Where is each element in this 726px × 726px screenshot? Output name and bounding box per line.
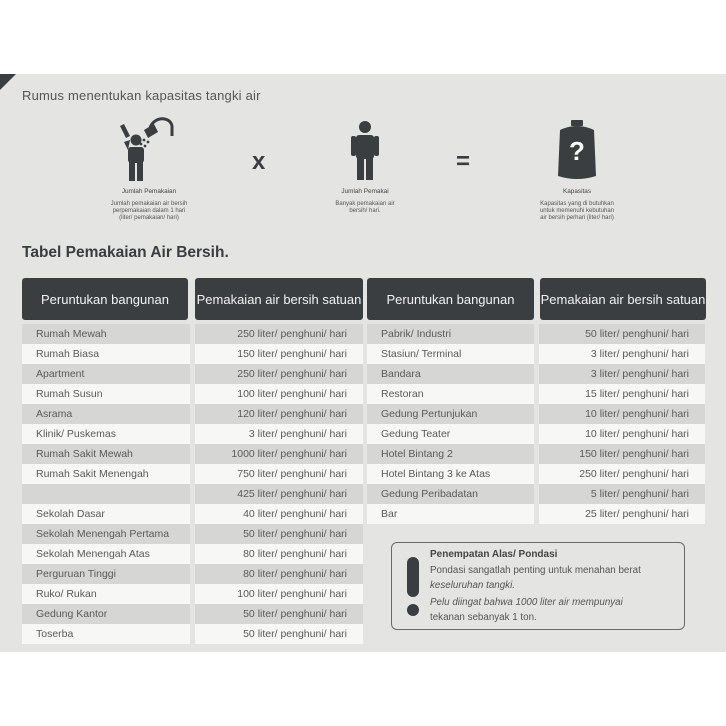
row-usage: 250 liter/ penghuni/ hari: [195, 324, 363, 344]
table-row: [367, 364, 705, 384]
row-building: Gedung Pertunjukan: [367, 404, 534, 424]
row-usage: 100 liter/ penghuni/ hari: [195, 584, 363, 604]
row-building: Bar: [367, 504, 534, 524]
row-usage: 10 liter/ penghuni/ hari: [539, 424, 705, 444]
table-row: [367, 324, 705, 344]
figure-usage-desc-1: Jumlah pemakaian air bersih: [110, 201, 188, 207]
table-row: [22, 404, 363, 424]
row-usage: 10 liter/ penghuni/ hari: [539, 404, 705, 424]
note-line-2: keseluruhan tangki.: [430, 580, 515, 591]
exclamation-icon: [406, 557, 420, 619]
table-row: [22, 384, 363, 404]
figure-capacity-label: Kapasitas: [562, 188, 592, 195]
left-table: [22, 324, 363, 644]
table-row: [22, 564, 363, 584]
row-usage: 250 liter/ penghuni/ hari: [539, 464, 705, 484]
table-row: [367, 484, 705, 504]
row-building: [22, 484, 190, 504]
header-usage-right: [540, 278, 706, 320]
figure-capacity-desc-2: untuk memenuhi kebutuhan: [539, 208, 615, 214]
table-row: [22, 624, 363, 644]
figure-capacity-desc-1: Kapasitas yang di butuhkan: [540, 201, 614, 207]
table-row: [367, 444, 705, 464]
row-usage: 50 liter/ penghuni/ hari: [195, 604, 363, 624]
row-usage: 80 liter/ penghuni/ hari: [195, 544, 363, 564]
note-line-3: Pelu diingat bahwa 1000 liter air mempunyai: [430, 597, 623, 608]
row-building: Apartment: [22, 364, 190, 384]
header-usage-right-text: Pemakaian air bersih satuan: [540, 291, 706, 307]
table-row: [22, 444, 363, 464]
row-building: Rumah Sakit Mewah: [22, 444, 190, 464]
figure-users-desc-2: bersih/ hari.: [349, 208, 381, 214]
table-row: [367, 404, 705, 424]
table-row: [22, 604, 363, 624]
row-building: Hotel Bintang 3 ke Atas: [367, 464, 534, 484]
row-usage: 3 liter/ penghuni/ hari: [539, 364, 705, 384]
figure-users-label: Jumlah Pemakai: [341, 188, 389, 195]
person-shower-icon: [114, 114, 184, 182]
table-row: [367, 464, 705, 484]
header-building-right-text: Peruntukan bangunan: [386, 291, 515, 307]
figure-usage-desc-3: (liter/ pemakaian/ hari): [119, 215, 179, 221]
row-usage: 15 liter/ penghuni/ hari: [539, 384, 705, 404]
table-row: [22, 324, 363, 344]
header-building-right: [367, 278, 534, 320]
row-usage: 25 liter/ penghuni/ hari: [539, 504, 705, 524]
row-building: Gedung Peribadatan: [367, 484, 534, 504]
figure-capacity: [512, 114, 642, 222]
figure-usage-label: Jumlah Pemakaian: [121, 188, 177, 195]
header-usage-left-text: Pemakaian air bersih satuan: [196, 291, 362, 307]
row-building: Hotel Bintang 2: [367, 444, 534, 464]
row-building: Stasiun/ Terminal: [367, 344, 534, 364]
row-usage: 150 liter/ penghuni/ hari: [195, 344, 363, 364]
row-building: Perguruan Tinggi: [22, 564, 190, 584]
formula-title: Rumus menentukan kapasitas tangki air: [22, 88, 261, 103]
table-row: [22, 544, 363, 564]
row-building: Pabrik/ Industri: [367, 324, 534, 344]
row-building: Rumah Biasa: [22, 344, 190, 364]
table-row: [367, 344, 705, 364]
figure-capacity-desc-3: air bersih perhari (liter/ hari): [540, 215, 614, 221]
table-row: [22, 464, 363, 484]
row-usage: 50 liter/ penghuni/ hari: [195, 524, 363, 544]
multiply-sign: x: [252, 148, 266, 175]
table-row: [22, 484, 363, 504]
row-building: Ruko/ Rukan: [22, 584, 190, 604]
row-building: Klinik/ Puskemas: [22, 424, 190, 444]
row-usage: 3 liter/ penghuni/ hari: [195, 424, 363, 444]
table-row: [22, 364, 363, 384]
row-usage: 1000 liter/ penghuni/ hari: [195, 444, 363, 464]
table-row: [22, 344, 363, 364]
header-usage-left: [195, 278, 363, 320]
note-title: Penempatan Alas/ Pondasi: [430, 549, 558, 560]
table-row: [367, 384, 705, 404]
row-building: Gedung Teater: [367, 424, 534, 444]
row-usage: 5 liter/ penghuni/ hari: [539, 484, 705, 504]
row-usage: 150 liter/ penghuni/ hari: [539, 444, 705, 464]
table-row: [22, 504, 363, 524]
figure-usage-desc-2: perpemakaian dalam 1 hari: [112, 208, 186, 214]
figure-usage: [84, 114, 214, 222]
row-building: Rumah Mewah: [22, 324, 190, 344]
row-usage: 250 liter/ penghuni/ hari: [195, 364, 363, 384]
row-building: Rumah Sakit Menengah: [22, 464, 190, 484]
row-building: Sekolah Menengah Pertama: [22, 524, 190, 544]
row-usage: 50 liter/ penghuni/ hari: [539, 324, 705, 344]
row-usage: 120 liter/ penghuni/ hari: [195, 404, 363, 424]
figure-users-desc-1: Banyak pemakaian air: [335, 201, 395, 207]
row-usage: 40 liter/ penghuni/ hari: [195, 504, 363, 524]
row-building: Asrama: [22, 404, 190, 424]
table-row: [367, 504, 705, 524]
table-row: [22, 424, 363, 444]
corner-accent: [0, 74, 16, 90]
row-building: Sekolah Menengah Atas: [22, 544, 190, 564]
row-usage: 425 liter/ penghuni/ hari: [195, 484, 363, 504]
svg-text:?: ?: [569, 136, 585, 166]
info-panel: [0, 74, 726, 652]
row-building: Restoran: [367, 384, 534, 404]
row-building: Bandara: [367, 364, 534, 384]
table-row: [367, 424, 705, 444]
row-usage: 750 liter/ penghuni/ hari: [195, 464, 363, 484]
row-building: Rumah Susun: [22, 384, 190, 404]
table-title: Tabel Pemakaian Air Bersih.: [22, 244, 229, 261]
row-building: Sekolah Dasar: [22, 504, 190, 524]
row-usage: 50 liter/ penghuni/ hari: [195, 624, 363, 644]
note-line-4: tekanan sebanyak 1 ton.: [430, 612, 537, 623]
note-line-1: Pondasi sangatlah penting untuk menahan berat: [430, 565, 641, 576]
foundation-note: [391, 542, 685, 630]
equals-sign: =: [456, 148, 471, 175]
row-building: Gedung Kantor: [22, 604, 190, 624]
water-tank-question-icon: [542, 114, 612, 182]
person-icon: [330, 114, 400, 182]
figure-users: [300, 114, 430, 215]
row-usage: 3 liter/ penghuni/ hari: [539, 344, 705, 364]
row-usage: 80 liter/ penghuni/ hari: [195, 564, 363, 584]
header-building-left: [22, 278, 188, 320]
table-row: [22, 584, 363, 604]
row-usage: 100 liter/ penghuni/ hari: [195, 384, 363, 404]
header-building-left-text: Peruntukan bangunan: [41, 291, 169, 307]
table-row: [22, 524, 363, 544]
right-table: [367, 324, 705, 524]
row-building: Toserba: [22, 624, 190, 644]
